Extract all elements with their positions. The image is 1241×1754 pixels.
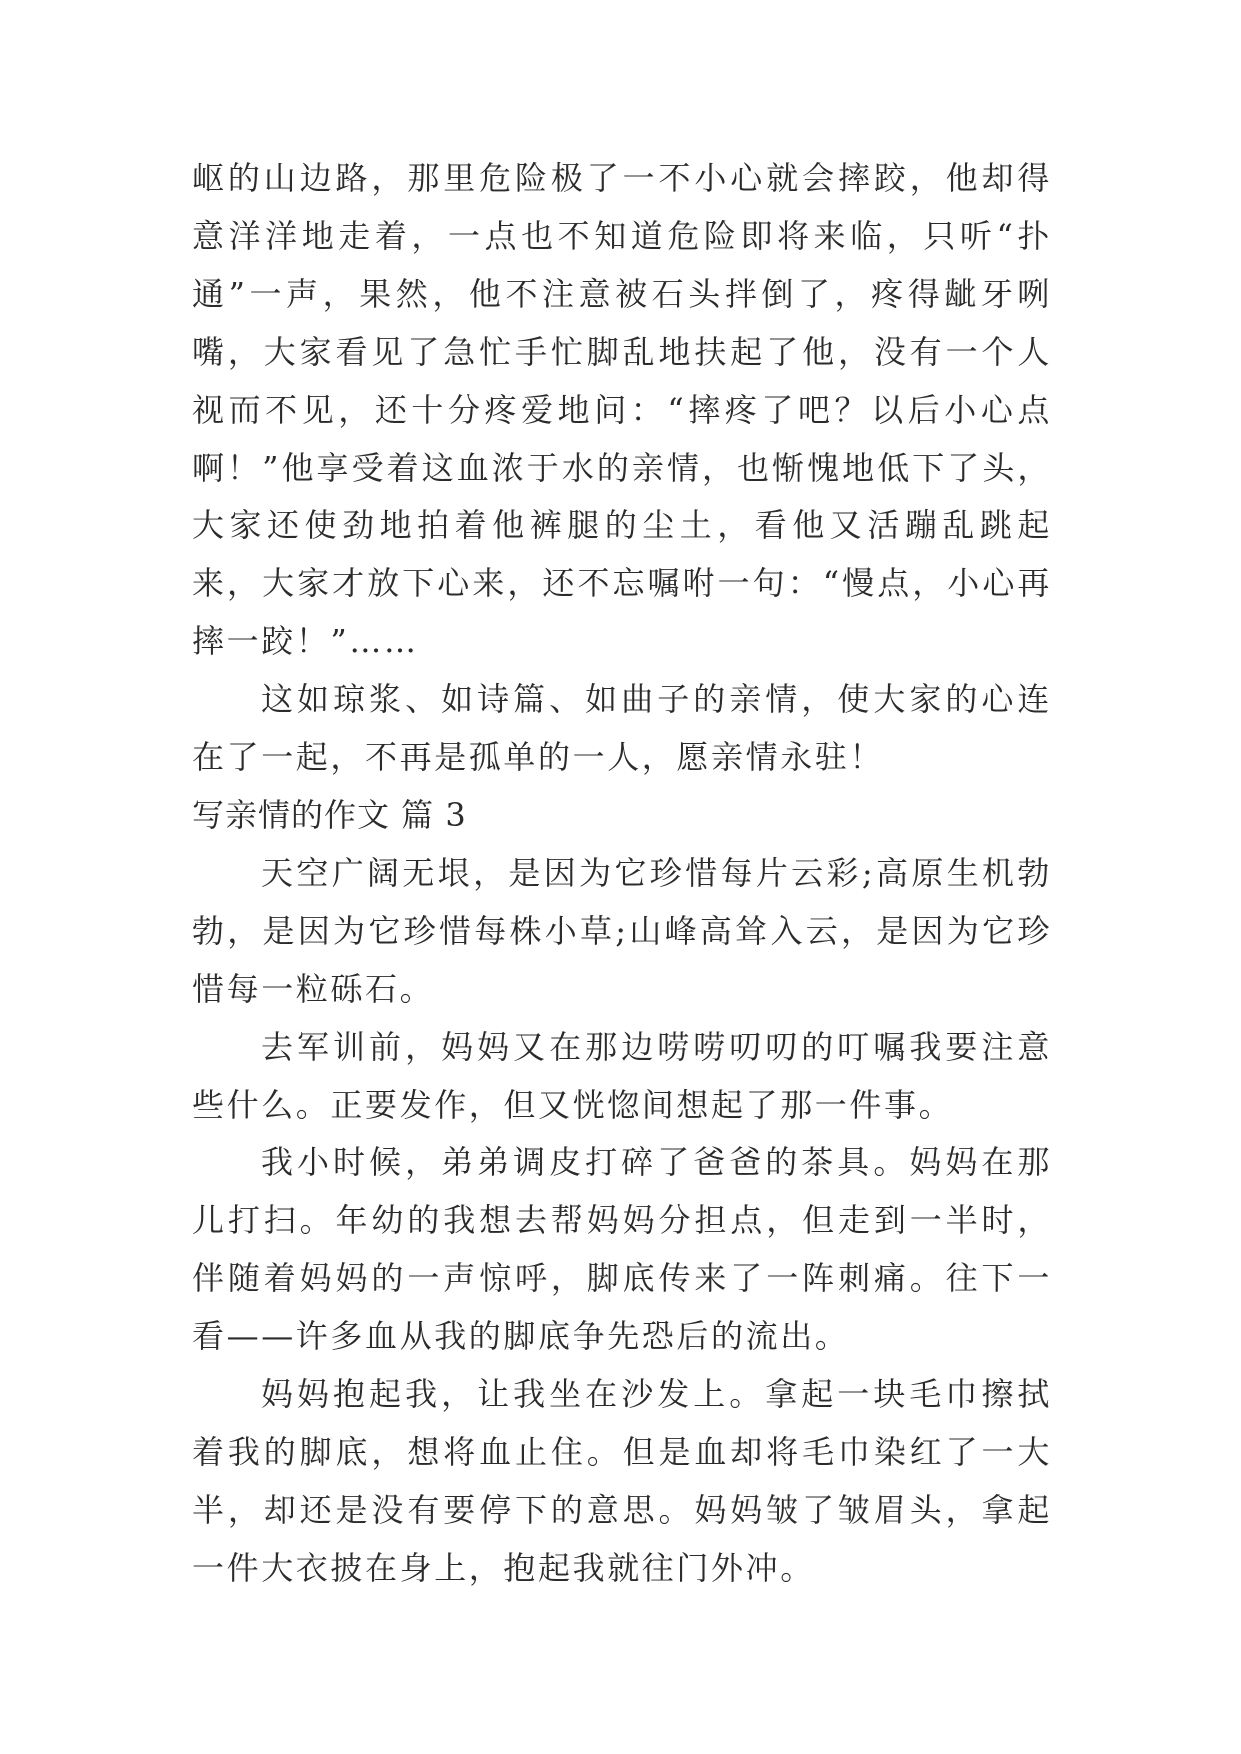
paragraph-4: 去军训前，妈妈又在那边唠唠叨叨的叮嘱我要注意些什么。正要发作，但又恍惚间想起了那一件事。 bbox=[192, 1027, 1052, 1124]
paragraph-6: 妈妈抱起我，让我坐在沙发上。拿起一块毛巾擦拭着我的脚底，想将血止住。但是血却将毛巾染红了一大半，却还是没有要停下的意思。妈妈皱了皱眉头，拿起一件大衣披在身上，抱起我就往门外冲。 bbox=[192, 1375, 1052, 1587]
paragraph-2: 这如琼浆、如诗篇、如曲子的亲情，使大家的心连在了一起，不再是孤单的一人，愿亲情永驻！ bbox=[192, 680, 1052, 777]
paragraph-3: 天空广阔无垠，是因为它珍惜每片云彩;高原生机勃勃，是因为它珍惜每株小草;山峰高耸入云，是因为它珍惜每一粒砾石。 bbox=[192, 853, 1052, 1008]
paragraph-5: 我小时候，弟弟调皮打碎了爸爸的茶具。妈妈在那儿打扫。年幼的我想去帮妈妈分担点，但走到一半时，伴随着妈妈的一声惊呼，脚底传来了一阵刺痛。往下一看——许多血从我的脚底争先恐后的流出。 bbox=[192, 1143, 1052, 1356]
section-heading: 写亲情的作文 篇 3 bbox=[192, 795, 467, 834]
paragraph-1: 岖的山边路，那里危险极了一不小心就会摔跤，他却得意洋洋地走着，一点也不知道危险即将来临，只听“扑通”一声，果然，他不注意被石头拌倒了，疼得龇牙咧嘴，大家看见了急忙手忙脚乱地扶起了他，没有一个人视而不见，还十分疼爱地问：“摔疼了吧？以后小心点啊！”他享受着这血浓于水的亲情，也惭愧地低下了头，大家还使劲地拍着他裤腿的尘土，看他又活蹦乱跳起来，大家才放下心来，还不忘嘱咐一句：“慢点，小心再摔一跤！”…… bbox=[192, 159, 1052, 661]
document-page bbox=[192, 150, 1052, 1598]
